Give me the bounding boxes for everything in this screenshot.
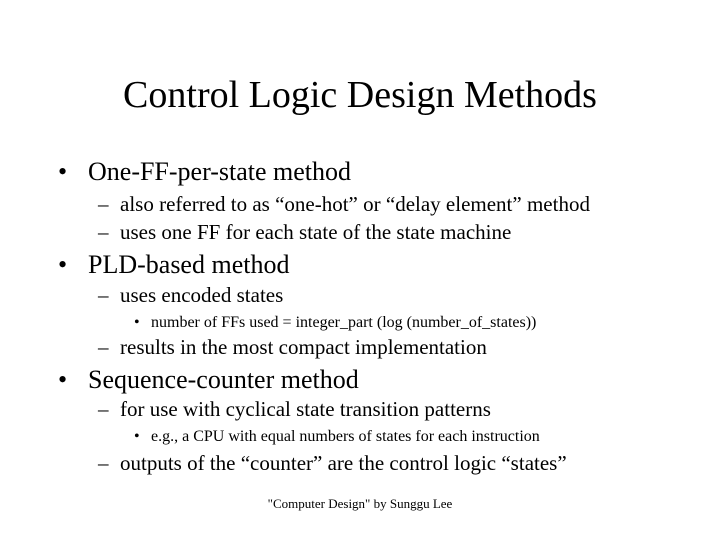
sub-item <box>98 283 283 308</box>
sub-item <box>98 397 491 422</box>
sub-sub-item-text: e.g., a CPU with equal numbers of states for each instruction <box>151 428 540 445</box>
bullet-marker: • <box>58 157 68 186</box>
bullet-text: Sequence-counter method <box>88 365 359 394</box>
sub-sub-item <box>134 427 540 447</box>
sub-item <box>98 335 487 360</box>
bullet-sequence-counter <box>58 365 359 395</box>
bullet-marker: • <box>134 428 140 445</box>
slide-footer: "Computer Design" by Sunggu Lee <box>267 496 453 511</box>
bullet-text: PLD-based method <box>88 250 290 279</box>
dash-marker: – <box>98 451 109 475</box>
dash-marker: – <box>98 335 109 359</box>
sub-item-text: uses one FF for each state of the state machine <box>120 220 512 244</box>
sub-sub-item <box>134 313 536 333</box>
sub-item-text: outputs of the “counter” are the control logic “states” <box>120 451 567 475</box>
sub-item-text: also referred to as “one-hot” or “delay element” method <box>120 192 590 216</box>
sub-item-text: for use with cyclical state transition patterns <box>120 397 491 421</box>
sub-item <box>98 451 567 476</box>
dash-marker: – <box>98 192 109 216</box>
dash-marker: – <box>98 220 109 244</box>
sub-item-text: uses encoded states <box>120 283 284 307</box>
bullet-marker: • <box>58 365 68 394</box>
sub-item-text: results in the most compact implementation <box>120 335 487 359</box>
bullet-one-ff-per-state <box>58 157 351 187</box>
bullet-pld-based <box>58 250 289 280</box>
bullet-marker: • <box>58 250 68 279</box>
sub-sub-item-text: number of FFs used = integer_part (log (number_of_states)) <box>151 314 537 331</box>
bullet-marker: • <box>134 314 140 331</box>
sub-item <box>98 220 511 245</box>
sub-item <box>98 192 590 217</box>
slide-title: Control Logic Design Methods <box>123 74 597 116</box>
dash-marker: – <box>98 397 109 421</box>
bullet-text: One-FF-per-state method <box>88 157 352 186</box>
dash-marker: – <box>98 283 109 307</box>
